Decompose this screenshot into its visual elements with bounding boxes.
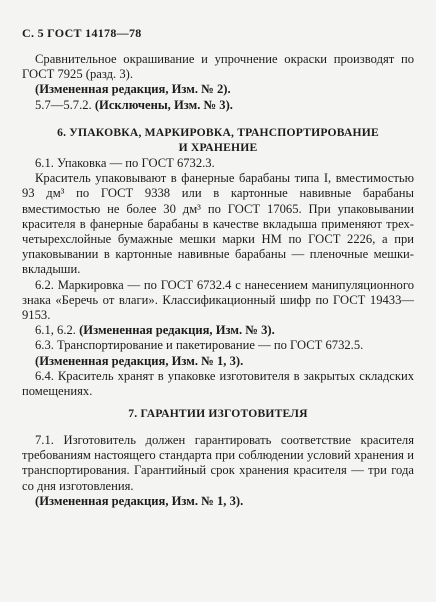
- section-6-heading-line1: 6. УПАКОВКА, МАРКИРОВКА, ТРАНСПОРТИРОВАНИЕ: [57, 126, 379, 139]
- paragraph-6-2: 6.2. Маркировка — по ГОСТ 6732.4 с нанесением манипуляционного знака «Беречь от влаги». Классификационный шифр по ГОСТ 19433—9153.: [22, 277, 414, 323]
- amendment-note-7-1: (Измененная редакция, Изм. № 1, 3).: [35, 493, 244, 508]
- section-7-heading: 7. ГАРАНТИИ ИЗГОТОВИТЕЛЯ: [128, 407, 308, 420]
- clause-number: 5.7—5.7.2.: [35, 97, 92, 112]
- amendment-note-6-1-6-2: [22, 323, 414, 338]
- section-6-heading-line2: И ХРАНЕНИЕ: [178, 141, 258, 154]
- amendment-note-6-3: (Измененная редакция, Изм. № 1, 3).: [35, 353, 244, 368]
- paragraph-6-1: 6.1. Упаковка — по ГОСТ 6732.3.: [35, 156, 215, 170]
- page-header: С. 5 ГОСТ 14178—78: [22, 26, 142, 40]
- paragraph-6-1-body: Краситель упаковывают в фанерные барабаны типа I, вместимостью 93 дм³ по ГОСТ 9338 или в картонные навивные барабаны вместимостью не более 30 дм³ по ГОСТ 17065. При упаковывании красителя в фанерные барабаны в качестве вкладыша применяют трех-четырехслойные бумажные мешки марки НМ по ГОСТ 2226, а при упаковывании в картонные навивные барабаны — пленочные мешки-вкладыши.: [22, 171, 414, 277]
- amendment-note-2: (Измененная редакция, Изм. № 2).: [35, 82, 231, 97]
- paragraph-6-3: 6.3. Транспортирование и пакетирование — по ГОСТ 6732.5.: [35, 338, 364, 353]
- amendment-text: (Измененная редакция, Изм. № 3).: [79, 323, 275, 338]
- paragraph-7-1: 7.1. Изготовитель должен гарантировать соответствие красителя требованиям настоящего стандарта при соблюдении условий хранения и транспортирования. Гарантийный срок хранения красителя — три года со дня изготовления.: [22, 433, 414, 493]
- top-block: [22, 52, 414, 113]
- section-6-heading: [22, 125, 414, 155]
- paragraph-6-4: 6.4. Краситель хранят в упаковке изготовителя в закрытых складских помещениях.: [22, 368, 414, 399]
- paragraph-5-7: [22, 98, 414, 113]
- excluded-note: (Исключены, Изм. № 3).: [94, 97, 233, 112]
- clause-numbers: 6.1, 6.2.: [35, 323, 76, 338]
- section-6-body: [22, 156, 414, 399]
- paragraph-comparative-dyeing: Сравнительное окрашивание и упрочнение окраски производят по ГОСТ 7925 (разд. 3).: [22, 52, 414, 82]
- section-7-body: [22, 433, 414, 509]
